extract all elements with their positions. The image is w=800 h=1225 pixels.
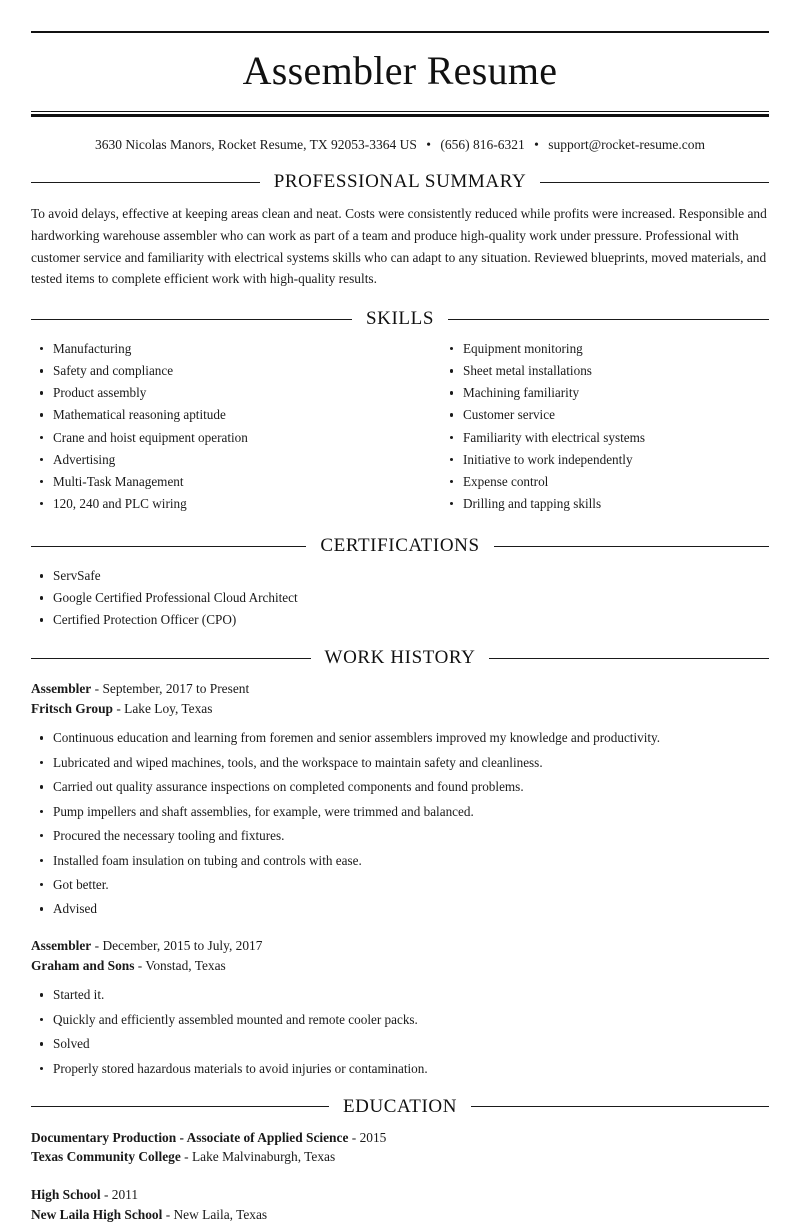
education-separator: - — [103, 1187, 109, 1203]
job-title-line — [31, 679, 769, 698]
title-divider-thick — [31, 114, 769, 117]
list-item: Started it. — [31, 986, 769, 1004]
title-divider-thin — [31, 111, 769, 112]
list-item: Procured the necessary tooling and fixtures. — [31, 827, 769, 845]
section-heading-summary — [31, 171, 769, 193]
education-degree-line — [31, 1128, 769, 1148]
heading-rule-right — [448, 319, 769, 320]
job-dates: September, 2017 to Present — [102, 681, 250, 697]
education-year: 2015 — [359, 1129, 387, 1145]
section-skills — [31, 308, 769, 517]
section-heading-education — [31, 1096, 769, 1118]
education-entry — [31, 1185, 769, 1225]
education-degree: Documentary Production - Associate of Applied Science — [31, 1129, 349, 1145]
section-heading-skills — [31, 308, 769, 330]
job-company-line — [31, 699, 769, 718]
certifications-list — [31, 567, 769, 629]
list-item: Crane and hoist equipment operation — [31, 429, 400, 447]
job-separator: - — [94, 938, 100, 954]
education-degree-line — [31, 1185, 769, 1205]
education-degree: High School — [31, 1187, 101, 1203]
list-item: Drilling and tapping skills — [441, 495, 769, 513]
education-separator: - — [165, 1207, 171, 1223]
education-year: 2011 — [111, 1187, 139, 1203]
contact-line — [31, 137, 769, 153]
list-item: Continuous education and learning from foremen and senior assemblers improved my knowledge and productivity. — [31, 729, 769, 747]
list-item: Manufacturing — [31, 340, 400, 358]
education-school-line — [31, 1147, 769, 1167]
list-item: Safety and compliance — [31, 362, 400, 380]
job-company-line — [31, 956, 769, 975]
education-school-line — [31, 1205, 769, 1225]
job-bullets — [31, 986, 769, 1077]
section-heading-certifications — [31, 535, 769, 557]
list-item: Expense control — [441, 473, 769, 491]
job-bullets — [31, 729, 769, 918]
list-item: Advertising — [31, 451, 400, 469]
job-separator: - — [137, 957, 143, 973]
contact-address: 3630 Nicolas Manors, Rocket Resume, TX 92053-3364 US — [95, 137, 417, 152]
section-certifications — [31, 535, 769, 629]
list-item: Installed foam insulation on tubing and controls with ease. — [31, 852, 769, 870]
resume-page — [0, 31, 800, 1223]
list-item: Initiative to work independently — [441, 451, 769, 469]
list-item: Pump impellers and shaft assemblies, for example, were trimmed and balanced. — [31, 803, 769, 821]
heading-rule-left — [31, 1106, 329, 1107]
education-separator: - — [351, 1129, 357, 1145]
heading-rule-right — [540, 182, 769, 183]
job-dates: December, 2015 to July, 2017 — [102, 938, 263, 954]
skills-column-left — [31, 340, 400, 517]
list-item: Equipment monitoring — [441, 340, 769, 358]
heading-rule-left — [31, 658, 311, 659]
job-location: Lake Loy, Texas — [124, 700, 213, 716]
page-title: Assembler Resume — [242, 48, 558, 93]
list-item: Google Certified Professional Cloud Architect — [31, 589, 769, 607]
list-item: Advised — [31, 900, 769, 918]
list-item: Certified Protection Officer (CPO) — [31, 611, 769, 629]
list-item: Product assembly — [31, 384, 400, 402]
list-item: Quickly and efficiently assembled mounted and remote cooler packs. — [31, 1011, 769, 1029]
list-item: Lubricated and wiped machines, tools, and the workspace to maintain safety and cleanliness. — [31, 754, 769, 772]
section-professional-summary — [31, 171, 769, 290]
job-location: Vonstad, Texas — [145, 957, 226, 973]
list-item: Sheet metal installations — [441, 362, 769, 380]
skills-list-left — [31, 340, 400, 513]
list-item: Machining familiarity — [441, 384, 769, 402]
contact-email: support@rocket-resume.com — [548, 137, 705, 152]
list-item: Mathematical reasoning aptitude — [31, 406, 400, 424]
job-company: Graham and Sons — [31, 957, 135, 973]
contact-phone: (656) 816-6321 — [440, 137, 525, 152]
education-school: Texas Community College — [31, 1149, 181, 1165]
education-location: New Laila, Texas — [173, 1207, 268, 1223]
contact-separator-2: • — [534, 137, 539, 152]
top-divider — [31, 31, 769, 33]
job-title: Assembler — [31, 938, 92, 954]
skills-columns — [31, 340, 769, 517]
heading-label: PROFESSIONAL SUMMARY — [273, 171, 527, 193]
heading-rule-left — [31, 319, 352, 320]
job-company: Fritsch Group — [31, 700, 113, 716]
section-work-history — [31, 647, 769, 1077]
heading-rule-right — [494, 546, 769, 547]
contact-separator-1: • — [426, 137, 431, 152]
heading-label: SKILLS — [366, 308, 434, 329]
job-separator: - — [116, 700, 121, 716]
education-school: New Laila High School — [31, 1207, 163, 1223]
education-location: Lake Malvinaburgh, Texas — [191, 1149, 336, 1165]
list-item: ServSafe — [31, 567, 769, 585]
list-item: Customer service — [441, 406, 769, 424]
heading-rule-right — [471, 1106, 769, 1107]
heading-rule-left — [31, 546, 306, 547]
job-title: Assembler — [31, 681, 92, 697]
heading-label: CERTIFICATIONS — [320, 535, 480, 557]
heading-label: WORK HISTORY — [324, 647, 476, 669]
list-item: Properly stored hazardous materials to avoid injuries or contamination. — [31, 1060, 769, 1078]
summary-paragraph: To avoid delays, effective at keeping areas clean and neat. Costs were consistently reduced while profits were increased. Responsible and hardworking warehouse assembler who can work as part of a team and produce high-quality work under pressure. Professional with customer service and familiarity with electrical systems skills who can adapt to any situation. Reviewed blueprints, moved materials, and tested items to complete efficient work with high-quality results. — [31, 206, 767, 287]
skills-list-right — [441, 340, 769, 513]
list-item: Multi-Task Management — [31, 473, 400, 491]
education-entry — [31, 1128, 769, 1168]
heading-label: EDUCATION — [342, 1095, 458, 1117]
job-separator: - — [94, 681, 100, 697]
section-heading-work-history — [31, 647, 769, 669]
list-item: Got better. — [31, 876, 769, 894]
list-item: Solved — [31, 1035, 769, 1053]
section-education — [31, 1096, 769, 1225]
education-separator: - — [184, 1149, 189, 1165]
job-title-line — [31, 936, 769, 955]
list-item: Carried out quality assurance inspections on completed components and found problems. — [31, 778, 769, 796]
list-item: 120, 240 and PLC wiring — [31, 495, 400, 513]
work-history-entry — [31, 936, 769, 1077]
list-item: Familiarity with electrical systems — [441, 429, 769, 447]
work-history-entry — [31, 679, 769, 918]
skills-column-right — [400, 340, 769, 517]
heading-rule-left — [31, 182, 260, 183]
title-divider-group — [31, 111, 769, 117]
heading-rule-right — [489, 658, 769, 659]
